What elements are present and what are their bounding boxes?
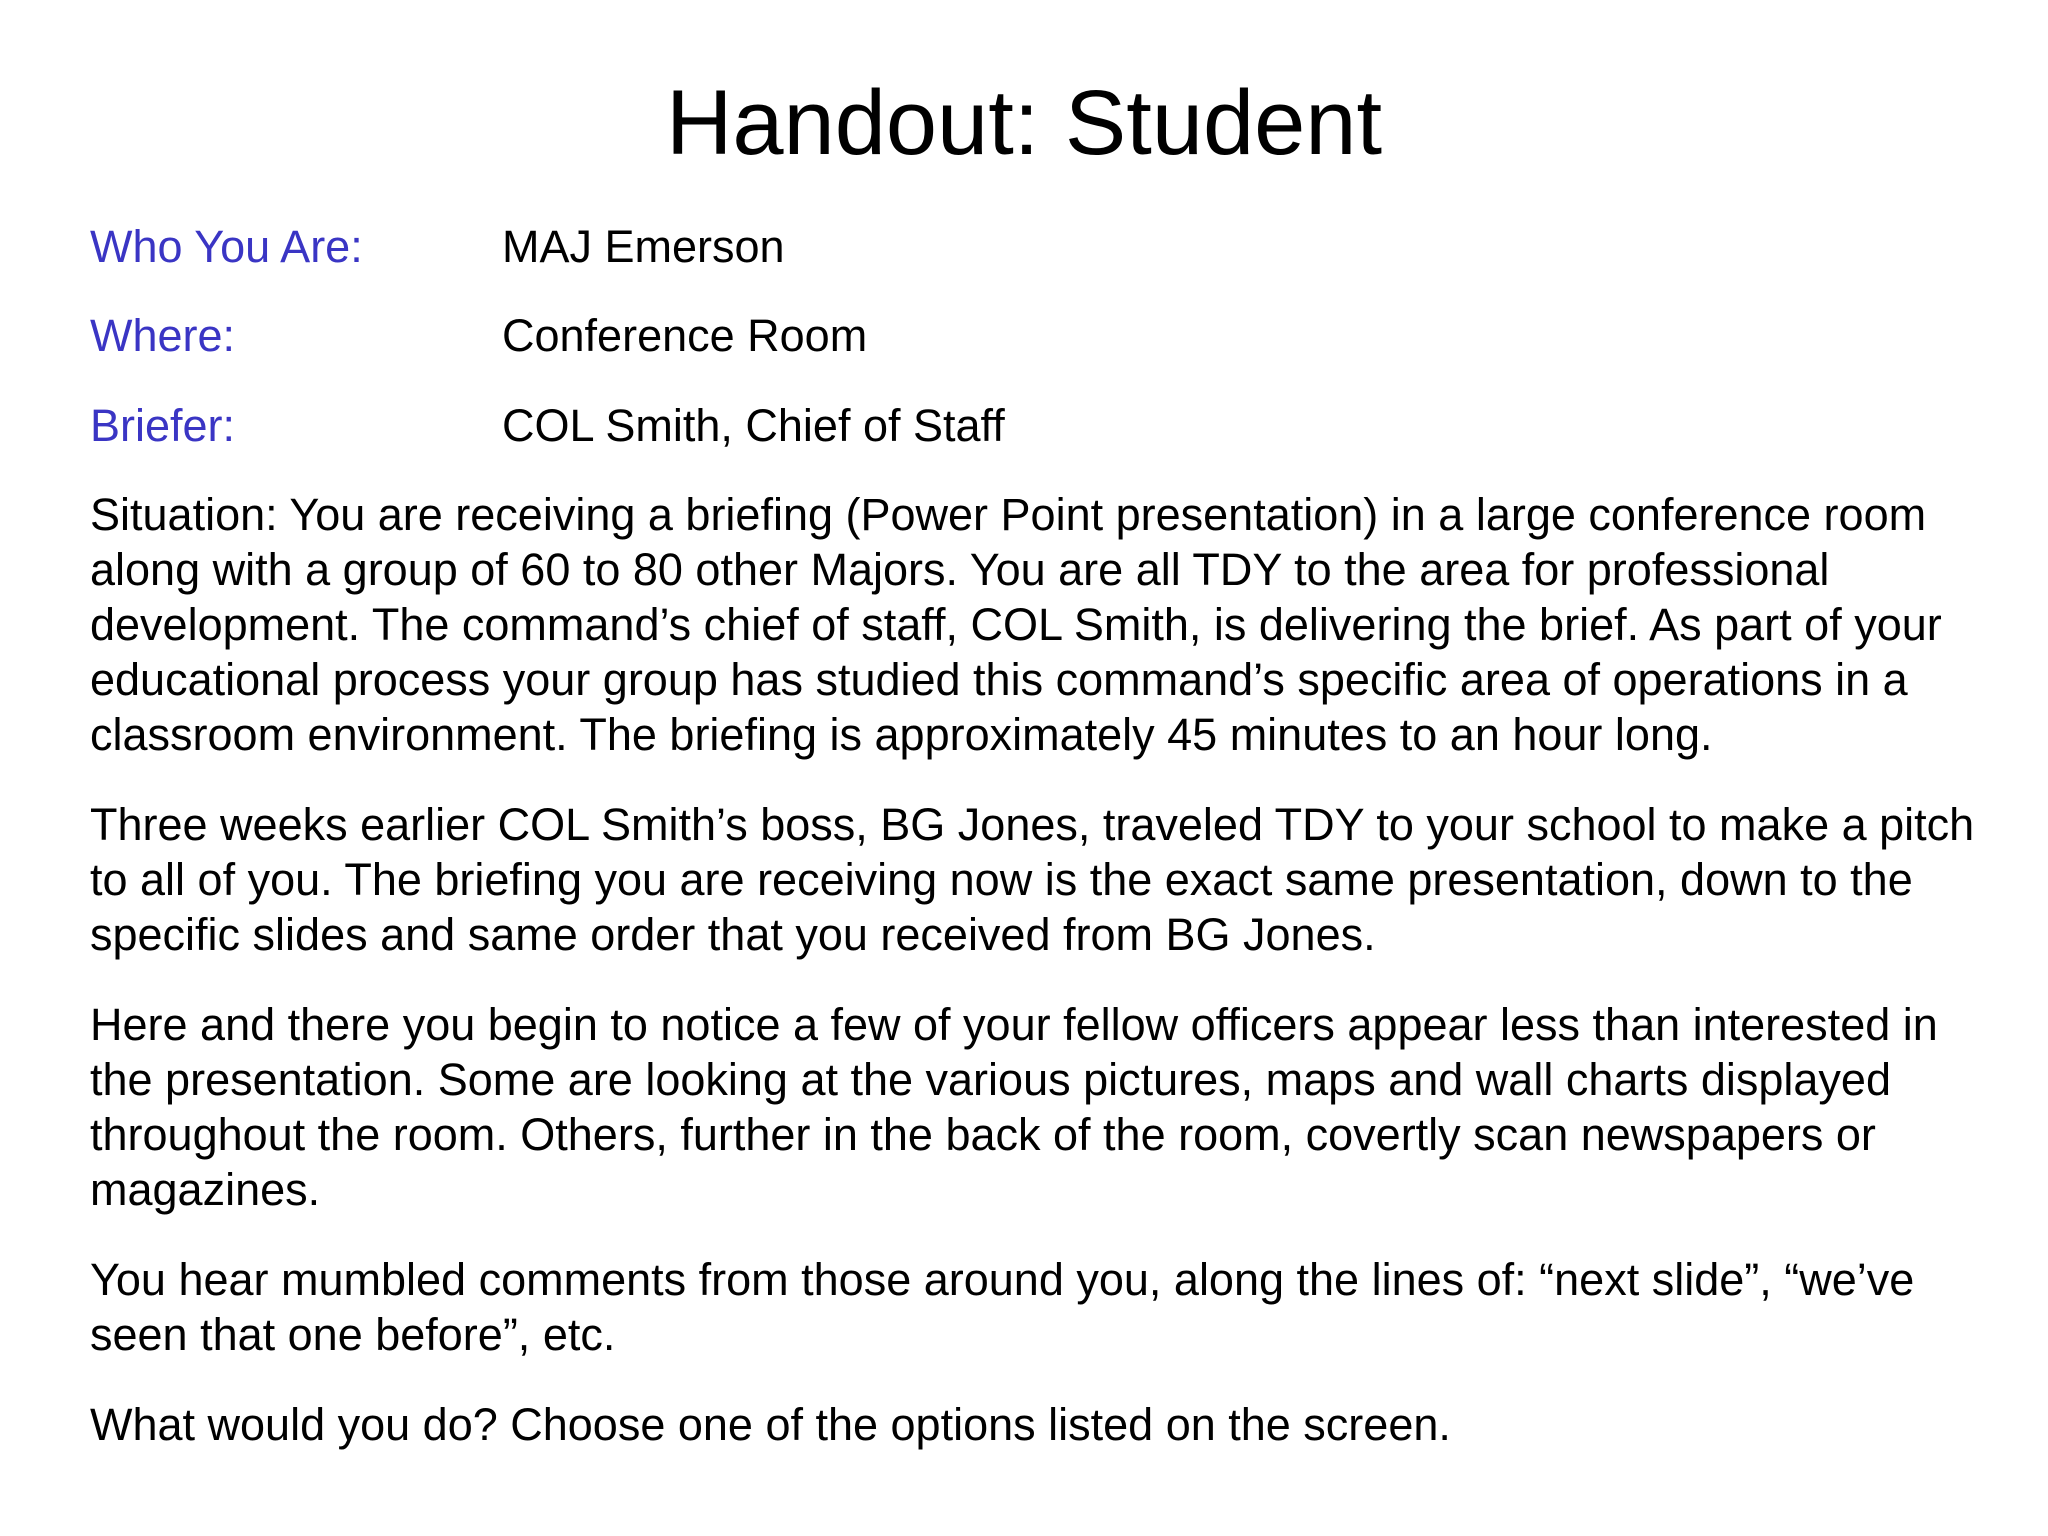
background-paragraph: Three weeks earlier COL Smith’s boss, BG Jones, traveled TDY to your school to make a pitch to all of you. The briefing you are receiving now is the exact same presentation, down to the specific slides and same order that you received from BG Jones. [90, 799, 1975, 960]
page-title: Handout: Student [665, 72, 1383, 174]
comments-paragraph: You hear mumbled comments from those around you, along the lines of: “next slide”, “we’ve seen that one before”, etc. [90, 1254, 1915, 1360]
situation-paragraph: Situation: You are receiving a briefing (Power Point presentation) in a large conference room along with a group of 60 to 80 other Majors. You are all TDY to the area for professional development. The command’s chief of staff, COL Smith, is delivering the brief. As part of your educational process your group has studied this command’s specific area of operations in a classroom environment. The briefing is approximately 45 minutes to an hour long. [90, 489, 1942, 760]
briefer-label: Briefer: [90, 400, 236, 451]
info-row-where [90, 306, 1990, 366]
info-row-briefer [90, 396, 1990, 456]
observation-paragraph: Here and there you begin to notice a few of your fellow officers appear less than interested in the presentation. Some are looking at the various pictures, maps and wall charts displayed throughout the room. Others, further in the back of the room, covertly scan newspapers or magazines. [90, 999, 1938, 1215]
where-label: Where: [90, 310, 236, 361]
briefer-value: COL Smith, Chief of Staff [502, 400, 1005, 451]
question-paragraph: What would you do? Choose one of the options listed on the screen. [90, 1399, 1451, 1450]
info-row-who [90, 217, 1990, 277]
where-value: Conference Room [502, 310, 868, 361]
who-value: MAJ Emerson [502, 221, 785, 272]
who-label: Who You Are: [90, 221, 363, 272]
